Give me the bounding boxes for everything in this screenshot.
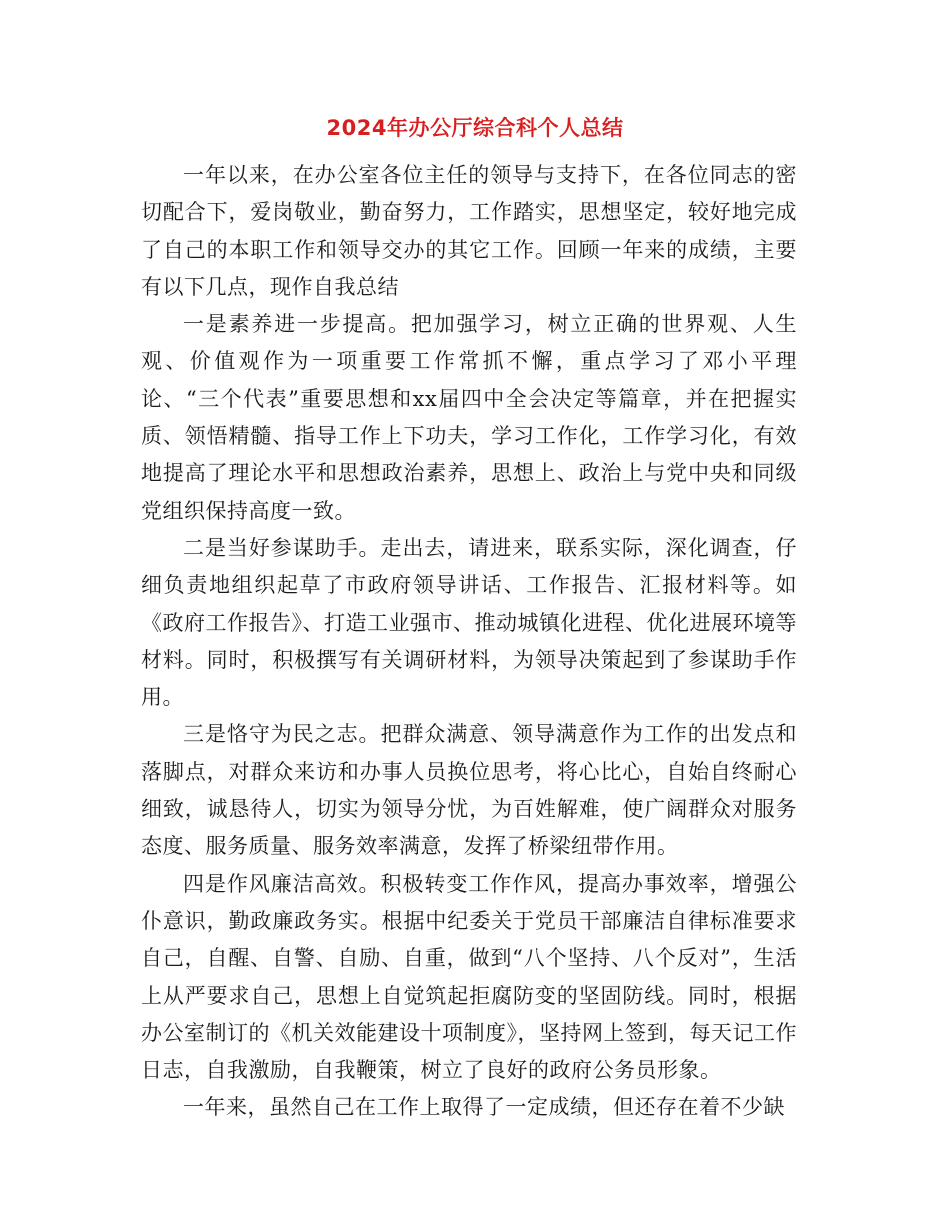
paragraph-point-4: 四是作风廉洁高效。积极转变工作作风，提高办事效率，增强公仆意识，勤政廉政务实。根据中纪委关于党员干部廉洁自律标准要求自己，自醒、自警、自励、自重，做到“八个坚持、八个反对”，生活上从严要求自己，思想上自觉筑起拒腐防变的坚固防线。同时，根据办公室制订的《机关效能建设十项制度》，坚持网上签到，每天记工作日志，自我激励，自我鞭策，树立了良好的政府公务员形象。 xyxy=(141,871,797,1083)
document-body xyxy=(141,157,797,1127)
document-title: 2024年办公厅综合科个人总结 xyxy=(326,116,624,140)
paragraph-intro: 一年以来，在办公室各位主任的领导与支持下，在各位同志的密切配合下，爱岗敬业，勤奋努力，工作踏实，思想坚定，较好地完成了自己的本职工作和领导交办的其它工作。回顾一年来的成绩，主要有以下几点，现作自我总结 xyxy=(141,163,797,299)
paragraph-point-2: 二是当好参谋助手。走出去，请进来，联系实际，深化调查，仔细负责地组织起草了市政府领导讲话、工作报告、汇报材料等。如《政府工作报告》、打造工业强市、推动城镇化进程、优化进展环境等材料。同时，积极撰写有关调研材料，为领导决策起到了参谋助手作用。 xyxy=(141,535,797,710)
paragraph-point-3: 三是恪守为民之志。把群众满意、领导满意作为工作的出发点和落脚点，对群众来访和办事人员换位思考，将心比心，自始自终耐心细致，诚恳待人，切实为领导分忧，为百姓解难，使广阔群众对服务态度、服务质量、服务效率满意，发挥了桥梁纽带作用。 xyxy=(141,722,797,859)
paragraph-conclusion: 一年来，虽然自己在工作上取得了一定成绩，但还存在着不少缺 xyxy=(183,1095,785,1120)
paragraph-point-1: 一是素养进一步提高。把加强学习，树立正确的世界观、人生观、价值观作为一项重要工作常抓不懈，重点学习了邓小平理论、“三个代表”重要思想和xx届四中全会决定等篇章，并在把握实质、领悟精髓、指导工作上下功夫，学习工作化，工作学习化，有效地提高了理论水平和思想政治素养，思想上、政治上与党中央和同级党组织保持高度一致。 xyxy=(141,312,797,523)
